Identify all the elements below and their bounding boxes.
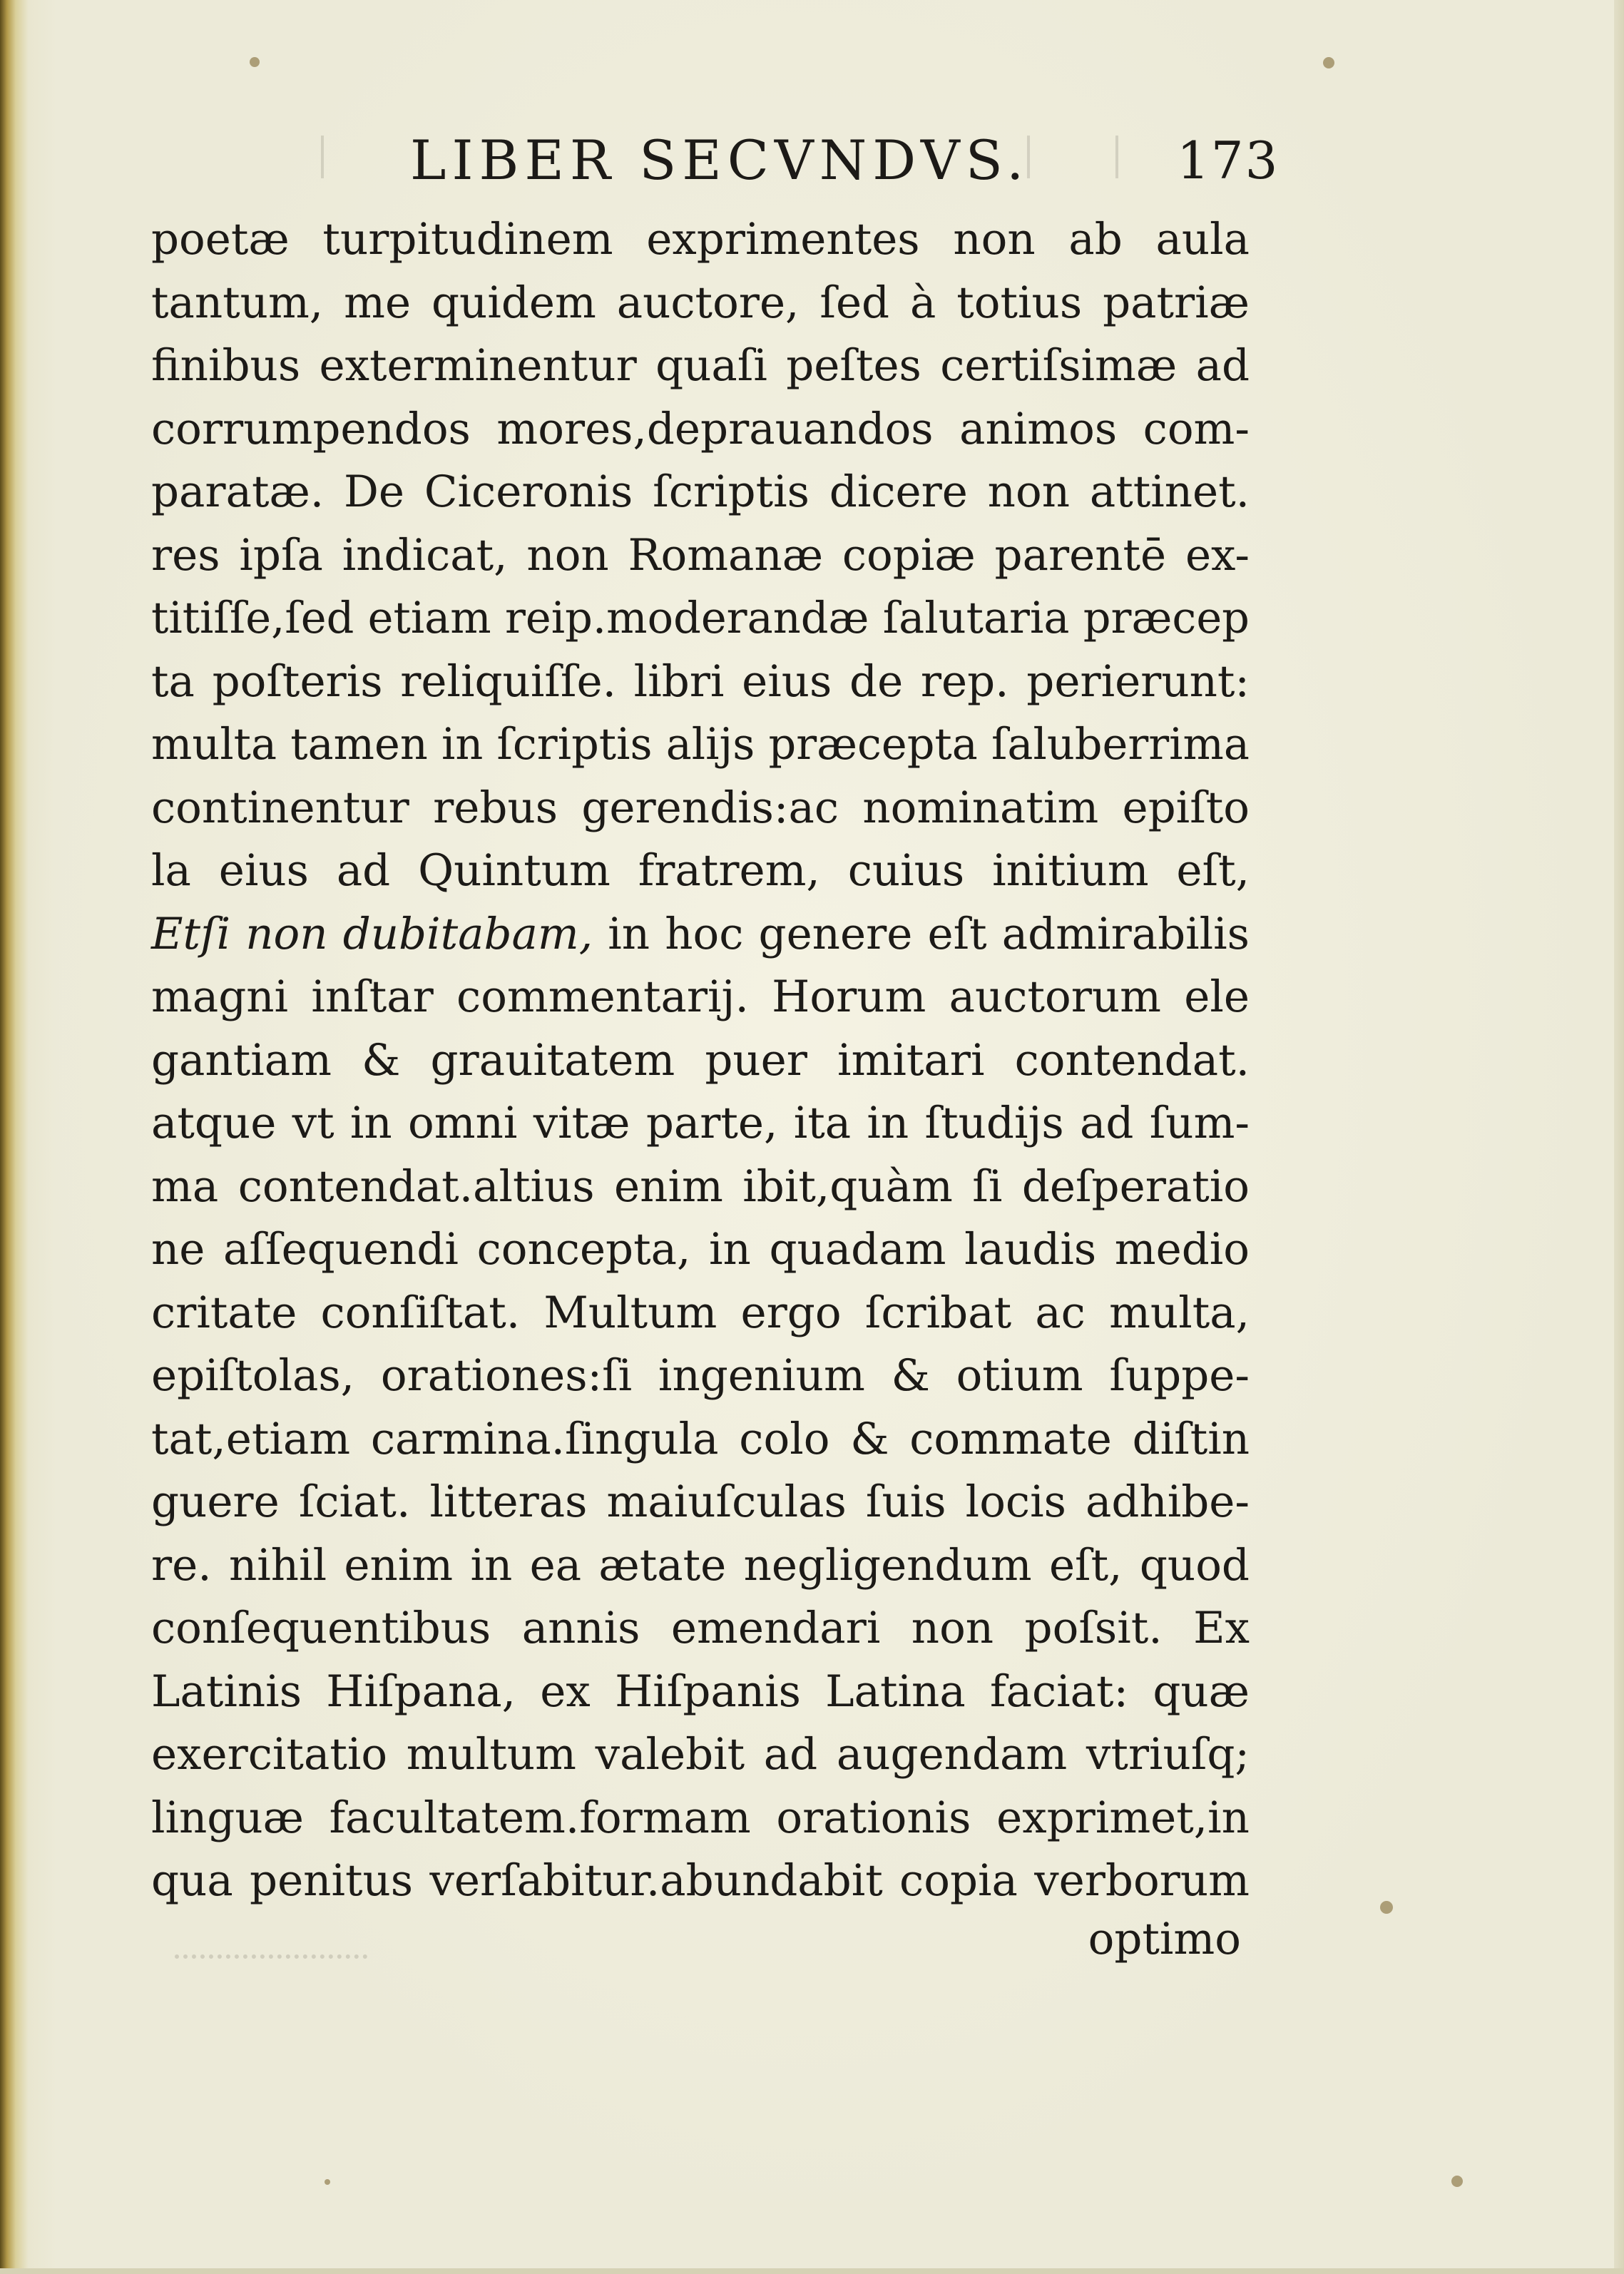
text-line: atque vt in omni vitæ parte, ita in ſtudijs ad ſum- xyxy=(151,1098,1250,1148)
text-line: re. nihil enim in ea ætate negligendum eſt, quod xyxy=(151,1539,1250,1591)
page-number: 173 xyxy=(1177,131,1280,190)
text-line: finibus exterminentur quaſi peſtes certiſsimæ ad xyxy=(151,340,1250,391)
italic-quotation: Etſi non dubitabam, xyxy=(151,908,593,959)
text-line: multa tamen in ſcriptis alijs præcepta ſaluberrima xyxy=(151,719,1250,770)
text-line: linguæ facultatem.formam orationis exprimet,in xyxy=(151,1792,1250,1843)
text-line: Latinis Hiſpana, ex Hiſpanis Latina faciat: quæ xyxy=(151,1666,1250,1717)
text-line: poetæ turpitudinem exprimentes non ab aula xyxy=(151,214,1250,265)
running-title: LIBER SECVNDVS. xyxy=(410,128,1030,192)
foxing-spot xyxy=(1380,1901,1393,1914)
foxing-spot xyxy=(325,2179,330,2185)
text-line: paratæ. De Ciceronis ſcriptis dicere non attinet. xyxy=(151,466,1250,517)
text-line: exercitatio multum valebit ad augendam vtriuſq; xyxy=(151,1729,1250,1780)
text-line: ta poſteris reliquiſſe. libri eius de rep. perierunt: xyxy=(151,656,1250,707)
show-through-mark xyxy=(175,1926,367,1959)
text-line-italic-lead xyxy=(151,903,1250,967)
text-line: magni inſtar commentarij. Horum auctorum ele xyxy=(151,972,1250,1022)
text-line-rest: in hoc genere eſt admirabilis xyxy=(608,908,1250,959)
foxing-spot xyxy=(1323,57,1334,68)
foxing-spot xyxy=(1451,2176,1463,2187)
page-edge xyxy=(1614,0,1624,2274)
text-line: la eius ad Quintum fratrem, cuius initium eſt, xyxy=(151,845,1250,896)
text-line: guere ſciat. litteras maiuſculas ſuis locis adhibe- xyxy=(151,1477,1250,1527)
text-line: corrumpendos mores,deprauandos animos com- xyxy=(151,403,1250,454)
running-head xyxy=(0,121,1624,200)
text-line: titiſſe,ſed etiam reip.moderandæ ſalutaria præcep xyxy=(151,593,1250,643)
page-edge-bottom xyxy=(0,2268,1624,2274)
text-line: gantiam & grauitatem puer imitari contendat. xyxy=(151,1034,1250,1086)
text-line: epiſtolas, orationes:ſi ingenium & otium ſuppe- xyxy=(151,1350,1250,1401)
text-line: critate conſiſtat. Multum ergo ſcribat ac multa, xyxy=(151,1287,1250,1338)
catchword: optimo xyxy=(1088,1914,1241,1964)
text-line: qua penitus verſabitur.abundabit copia verborum xyxy=(151,1855,1250,1906)
text-line: tat,etiam carmina.ſingula colo & commate diſtin xyxy=(151,1413,1250,1464)
text-line: conſequentibus annis emendari non poſsit. Ex xyxy=(151,1603,1250,1653)
text-line: res ipſa indicat, non Romanæ copiæ parentē ex- xyxy=(151,529,1250,581)
text-line: continentur rebus gerendis:ac nominatim epiſto xyxy=(151,782,1250,833)
text-line: tantum, me quidem auctore, ſed à totius patriæ xyxy=(151,277,1250,328)
text-line: ne aſſequendi concepta, in quadam laudis medio xyxy=(151,1224,1250,1275)
text-line: ma contendat.altius enim ibit,quàm ſi deſperatio xyxy=(151,1161,1250,1212)
foxing-spot xyxy=(250,57,260,67)
body-text xyxy=(151,208,1250,1913)
